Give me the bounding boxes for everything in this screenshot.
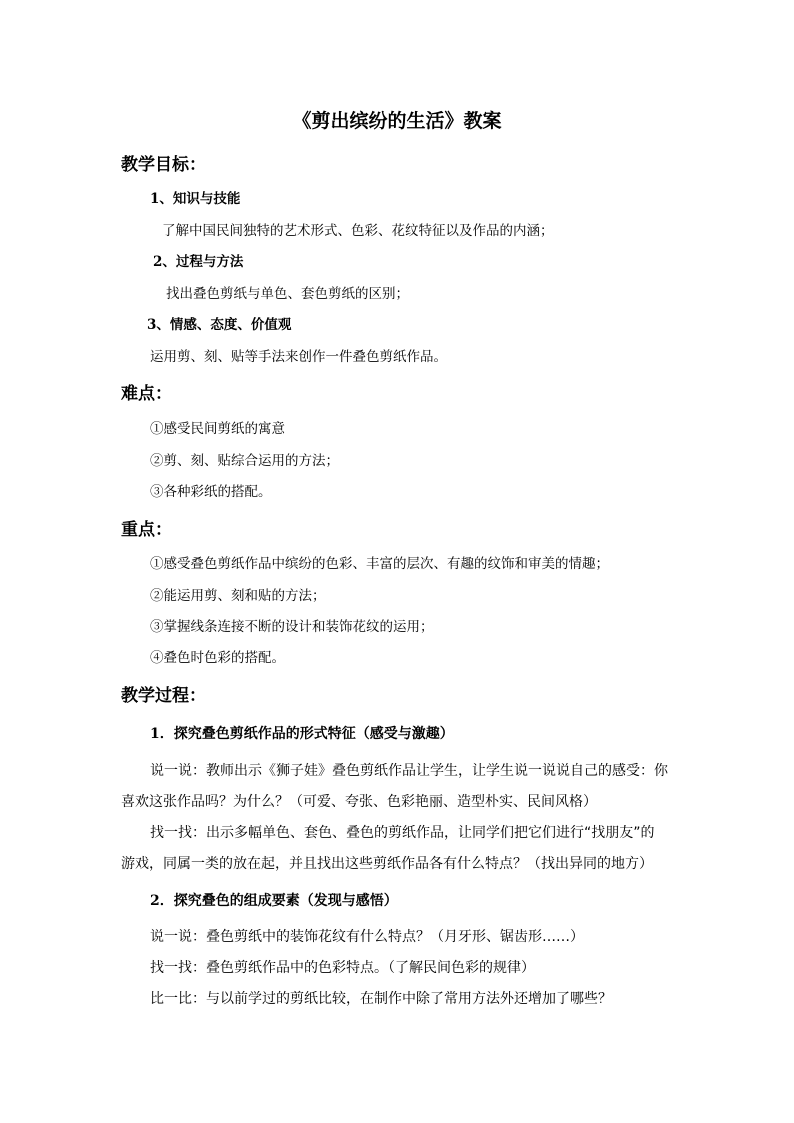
keypoint-item-1: ①感受叠色剪纸作品中缤纷的色彩、丰富的层次、有趣的纹饰和审美的情趣； [150, 556, 609, 572]
objectives-heading: 教学目标： [121, 155, 206, 175]
objective-text-2: 找出叠色剪纸与单色、套色剪纸的区别； [166, 286, 409, 302]
process-heading: 教学过程： [121, 686, 206, 706]
difficulties-heading: 难点： [121, 384, 172, 404]
keypoint-item-4: ④叠色时色彩的搭配。 [150, 650, 285, 666]
difficulty-item-3: ③各种彩纸的搭配。 [150, 484, 272, 500]
objective-text-3: 运用剪、刻、贴等手法来创作一件叠色剪纸作品。 [150, 349, 447, 365]
process-step-1-para1-line2: 喜欢这张作品吗？为什么？（可爱、夸张、色彩艳丽、造型朴实、民间风格） [121, 794, 597, 810]
process-step-1-para2-line1: 找一找：出示多幅单色、套色、叠色的剪纸作品，让同学们把它们进行“找朋友”的 [150, 825, 655, 841]
keypoints-heading: 重点： [121, 520, 172, 540]
difficulty-item-1: ①感受民间剪纸的寓意 [150, 421, 285, 437]
process-step-2-line-2: 找一找：叠色剪纸作品中的色彩特点。（了解民间色彩的规律） [150, 960, 535, 976]
process-step-2-line-3: 比一比：与以前学过的剪纸比较，在制作中除了常用方法外还增加了哪些？ [150, 991, 612, 1007]
process-step-1-para1-line1: 说一说：教师出示《狮子娃》叠色剪纸作品让学生，让学生说一说说自己的感受：你 [150, 763, 668, 779]
process-step-2-line-1: 说一说：叠色剪纸中的装饰花纹有什么特点？（月牙形、锯齿形……） [150, 929, 584, 945]
objective-label-2: 2、过程与方法 [153, 254, 244, 270]
objective-label-3: 3、情感、态度、价值观 [147, 317, 292, 333]
objective-label-1: 1、知识与技能 [150, 191, 241, 207]
objective-text-1: 了解中国民间独特的艺术形式、色彩、花纹特征以及作品的内涵； [162, 223, 554, 239]
difficulty-item-2: ②剪、刻、贴综合运用的方法； [150, 453, 339, 469]
process-step-1-para2-line2: 游戏，同属一类的放在起，并且找出这些剪纸作品各有什么特点？（找出异同的地方） [121, 856, 653, 872]
process-step-2-title: 2．探究叠色的组成要素（发现与感悟） [150, 893, 398, 909]
keypoint-item-2: ②能运用剪、刻和贴的方法； [150, 588, 326, 604]
keypoint-item-3: ③掌握线条连接不断的设计和装饰花纹的运用； [150, 619, 434, 635]
page-title: 《剪出缤纷的生活》教案 [292, 110, 502, 132]
process-step-1-title: 1．探究叠色剪纸作品的形式特征（感受与激趣） [150, 726, 454, 742]
